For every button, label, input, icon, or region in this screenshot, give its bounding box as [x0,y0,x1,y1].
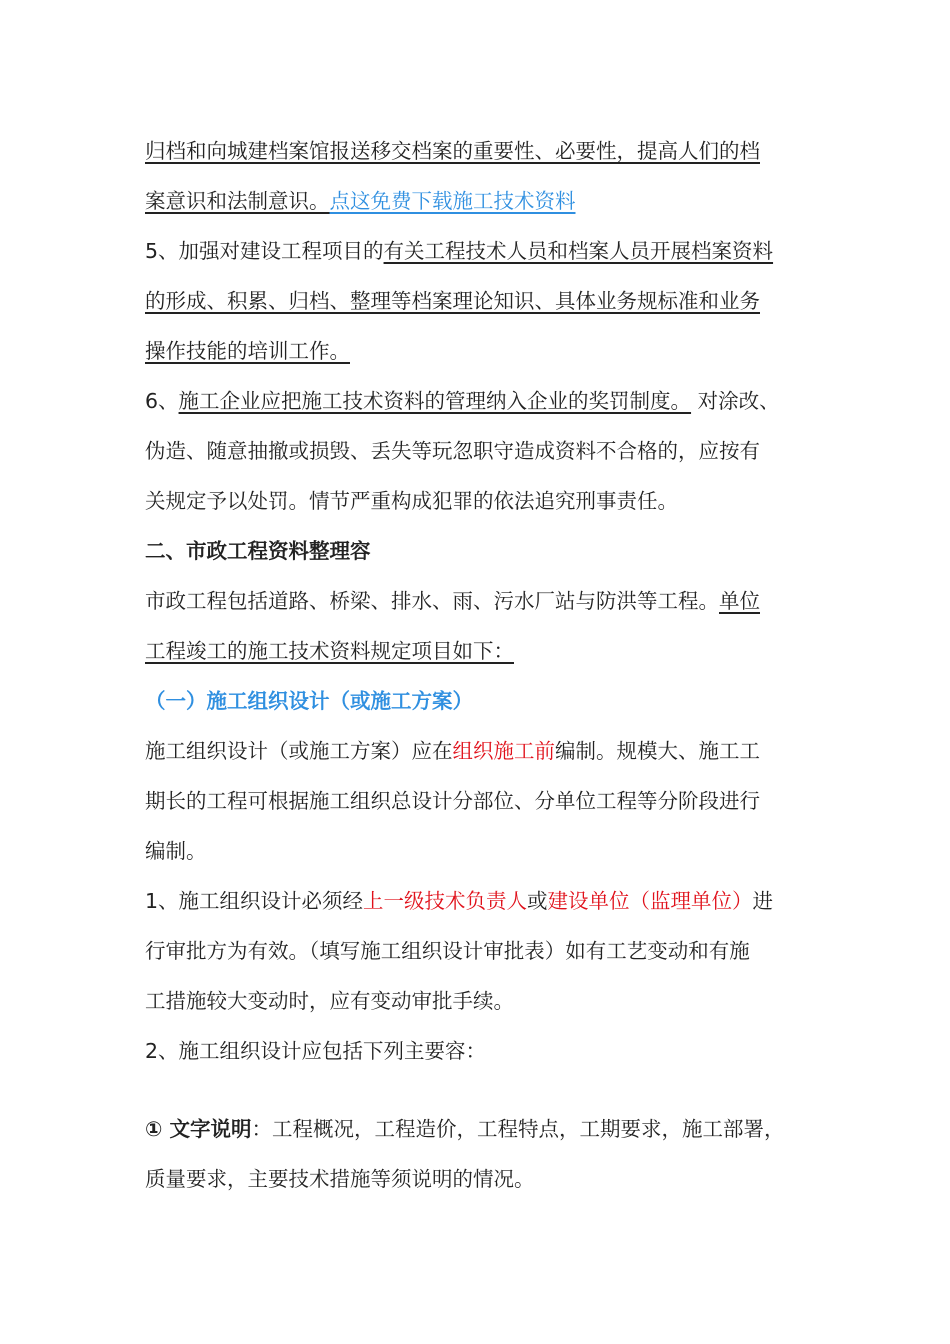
underlined-text: 案意识和法制意识。 [145,189,330,213]
text: 市政工程包括道路、桥梁、排水、雨、污水厂站与防洪等工程。 [145,589,719,613]
text: 6、 [145,389,179,413]
para-p1-line1 [145,126,810,176]
underlined-text: 工程竣工的施工技术资料规定项目如下： [145,639,514,663]
text: 5、加强对建设工程项目的 [145,239,384,263]
para-p5-line3 [145,326,810,376]
para-p6-line3 [145,476,810,526]
text: 或 [527,889,548,913]
underlined-text: 归档和向城建档案馆报送移交档案的重要性、必要性，提高人们的档 [145,139,760,163]
heading-text: （一）施工组织设计（或施工方案） [145,689,473,713]
item3-line1 [145,1104,810,1154]
highlight-text: 建设单位（监理单位） [547,889,753,913]
section-heading [145,526,810,576]
sub1-line1 [145,726,810,776]
para-p5-line2 [145,276,810,326]
para-p6-line1 [145,376,810,426]
text: ：工程概况，工程造价，工程特点，工期要求，施工部署， [251,1117,785,1141]
text: 编制。 [145,839,207,863]
item1-line2 [145,926,810,976]
text: 编制。规模大、施工工 [555,739,760,763]
text: 1、施工组织设计必须经 [145,889,364,913]
underlined-text: 的形成、积累、归档、整理等档案理论知识、具体业务规标准和业务 [145,289,760,313]
section2-line1 [145,576,810,626]
underlined-text: 操作技能的培训工作。 [145,339,350,363]
subsection-heading [145,676,810,726]
para-p6-line2 [145,426,810,476]
item1-line3 [145,976,810,1026]
sub1-line2 [145,776,810,826]
heading-text: 二、市政工程资料整理容 [145,539,371,563]
text: 2、施工组织设计应包括下列主要容： [145,1039,487,1063]
spacer [145,1076,810,1104]
text: 质量要求，主要技术措施等须说明的情况。 [145,1167,535,1191]
text: 施工组织设计（或施工方案）应在 [145,739,453,763]
highlight-text: 组织施工前 [452,739,555,763]
free-download-link[interactable]: 点这免费下载施工技术资料 [329,189,576,213]
text: 工措施较大变动时，应有变动审批手续。 [145,989,514,1013]
text: 进 [752,889,774,913]
text: 对涂改、 [691,389,780,413]
item2-line1 [145,1026,810,1076]
bold-label: ① 文字说明 [145,1117,252,1141]
underlined-text: 有关工程技术人员和档案人员开展档案资料 [383,239,774,263]
section2-line2 [145,626,810,676]
text: 行审批方为有效。（填写施工组织设计审批表）如有工艺变动和有施 [145,939,750,963]
text: 期长的工程可根据施工组织总设计分部位、分单位工程等分阶段进行 [145,789,760,813]
item3-line2 [145,1154,810,1204]
item1-line1 [145,876,810,926]
para-p1-line2 [145,176,810,226]
para-p5-line1 [145,226,810,276]
sub1-line3 [145,826,810,876]
text: 伪造、随意抽撤或损毁、丢失等玩忽职守造成资料不合格的，应按有 [145,439,760,463]
text: 关规定予以处罚。情节严重构成犯罪的依法追究刑事责任。 [145,489,678,513]
highlight-text: 上一级技术负责人 [363,889,528,913]
underlined-text: 单位 [719,589,760,613]
underlined-text: 施工企业应把施工技术资料的管理纳入企业的奖罚制度。 [178,389,692,413]
document-page [145,126,810,1204]
